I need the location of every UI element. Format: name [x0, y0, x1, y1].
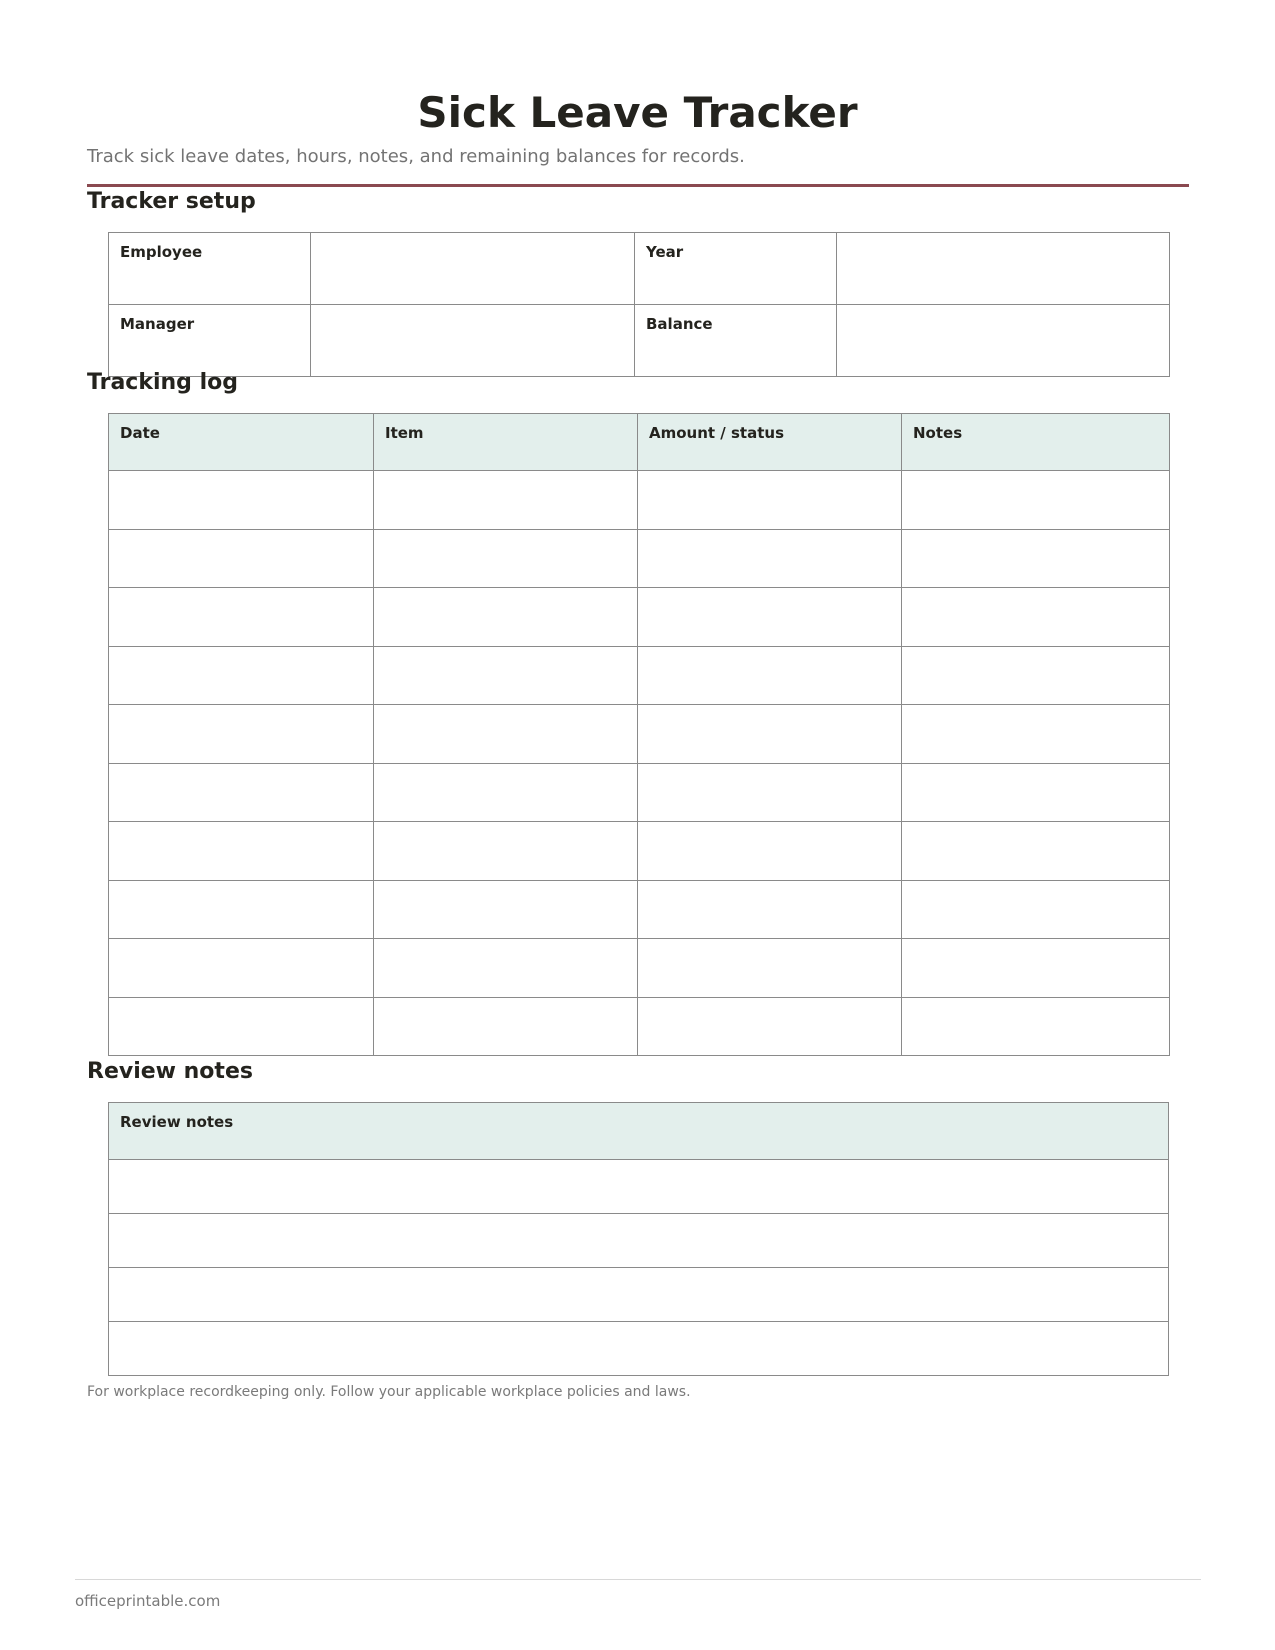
- column-header-review-notes: Review notes: [109, 1103, 1169, 1160]
- amount-status-cell[interactable]: [638, 822, 902, 881]
- amount-status-cell[interactable]: [638, 471, 902, 530]
- item-cell[interactable]: [374, 471, 638, 530]
- notes-cell[interactable]: [902, 646, 1170, 705]
- log-header-row: [109, 414, 1170, 471]
- year-field[interactable]: [837, 233, 1170, 305]
- employee-label: Employee: [109, 233, 311, 305]
- table-row: [109, 939, 1170, 998]
- review-note-cell[interactable]: [109, 1322, 1169, 1376]
- table-row: [109, 1160, 1169, 1214]
- item-cell[interactable]: [374, 705, 638, 764]
- notes-cell[interactable]: [902, 997, 1170, 1056]
- table-row: [109, 646, 1170, 705]
- footer-site-name: officeprintable.com: [75, 1592, 221, 1610]
- item-cell[interactable]: [374, 529, 638, 588]
- notes-cell[interactable]: [902, 471, 1170, 530]
- date-cell[interactable]: [109, 822, 374, 881]
- table-row: [109, 471, 1170, 530]
- manager-field[interactable]: [311, 305, 635, 377]
- table-row: [109, 529, 1170, 588]
- amount-status-cell[interactable]: [638, 705, 902, 764]
- column-header-amount-status: Amount / status: [638, 414, 902, 471]
- column-header-item: Item: [374, 414, 638, 471]
- manager-label: Manager: [109, 305, 311, 377]
- amount-status-cell[interactable]: [638, 997, 902, 1056]
- date-cell[interactable]: [109, 880, 374, 939]
- date-cell[interactable]: [109, 763, 374, 822]
- item-cell[interactable]: [374, 939, 638, 998]
- setup-row: [109, 305, 1170, 377]
- footer-divider: [75, 1579, 1201, 1580]
- tracking-log-heading: Tracking log: [87, 370, 238, 395]
- date-cell[interactable]: [109, 939, 374, 998]
- notes-cell[interactable]: [902, 705, 1170, 764]
- tracker-setup-table: [108, 232, 1170, 377]
- disclaimer-text: For workplace recordkeeping only. Follow your applicable workplace policies and laws.: [87, 1384, 691, 1400]
- notes-cell[interactable]: [902, 588, 1170, 647]
- log-rows: [109, 471, 1170, 1056]
- review-notes-table: [108, 1102, 1169, 1376]
- employee-field[interactable]: [311, 233, 635, 305]
- table-row: [109, 1214, 1169, 1268]
- table-row: [109, 763, 1170, 822]
- review-rows: [109, 1160, 1169, 1376]
- table-row: [109, 822, 1170, 881]
- notes-cell[interactable]: [902, 939, 1170, 998]
- amount-status-cell[interactable]: [638, 763, 902, 822]
- tracker-setup-heading: Tracker setup: [87, 189, 256, 214]
- item-cell[interactable]: [374, 822, 638, 881]
- item-cell[interactable]: [374, 880, 638, 939]
- date-cell[interactable]: [109, 588, 374, 647]
- balance-label: Balance: [635, 305, 837, 377]
- item-cell[interactable]: [374, 997, 638, 1056]
- date-cell[interactable]: [109, 646, 374, 705]
- table-row: [109, 588, 1170, 647]
- item-cell[interactable]: [374, 763, 638, 822]
- review-note-cell[interactable]: [109, 1268, 1169, 1322]
- review-note-cell[interactable]: [109, 1214, 1169, 1268]
- review-notes-heading: Review notes: [87, 1059, 253, 1084]
- notes-cell[interactable]: [902, 763, 1170, 822]
- date-cell[interactable]: [109, 997, 374, 1056]
- date-cell[interactable]: [109, 471, 374, 530]
- notes-cell[interactable]: [902, 822, 1170, 881]
- amount-status-cell[interactable]: [638, 880, 902, 939]
- table-row: [109, 705, 1170, 764]
- tracking-log-table: [108, 413, 1170, 1056]
- notes-cell[interactable]: [902, 529, 1170, 588]
- notes-cell[interactable]: [902, 880, 1170, 939]
- column-header-date: Date: [109, 414, 374, 471]
- column-header-notes: Notes: [902, 414, 1170, 471]
- date-cell[interactable]: [109, 705, 374, 764]
- balance-field[interactable]: [837, 305, 1170, 377]
- date-cell[interactable]: [109, 529, 374, 588]
- item-cell[interactable]: [374, 588, 638, 647]
- setup-row: [109, 233, 1170, 305]
- amount-status-cell[interactable]: [638, 939, 902, 998]
- item-cell[interactable]: [374, 646, 638, 705]
- table-row: [109, 1268, 1169, 1322]
- amount-status-cell[interactable]: [638, 646, 902, 705]
- review-note-cell[interactable]: [109, 1160, 1169, 1214]
- table-row: [109, 880, 1170, 939]
- table-row: [109, 1322, 1169, 1376]
- page-subtitle: Track sick leave dates, hours, notes, and remaining balances for records.: [87, 146, 745, 167]
- page-title: Sick Leave Tracker: [417, 88, 858, 137]
- amount-status-cell[interactable]: [638, 529, 902, 588]
- year-label: Year: [635, 233, 837, 305]
- review-header-row: [109, 1103, 1169, 1160]
- amount-status-cell[interactable]: [638, 588, 902, 647]
- table-row: [109, 997, 1170, 1056]
